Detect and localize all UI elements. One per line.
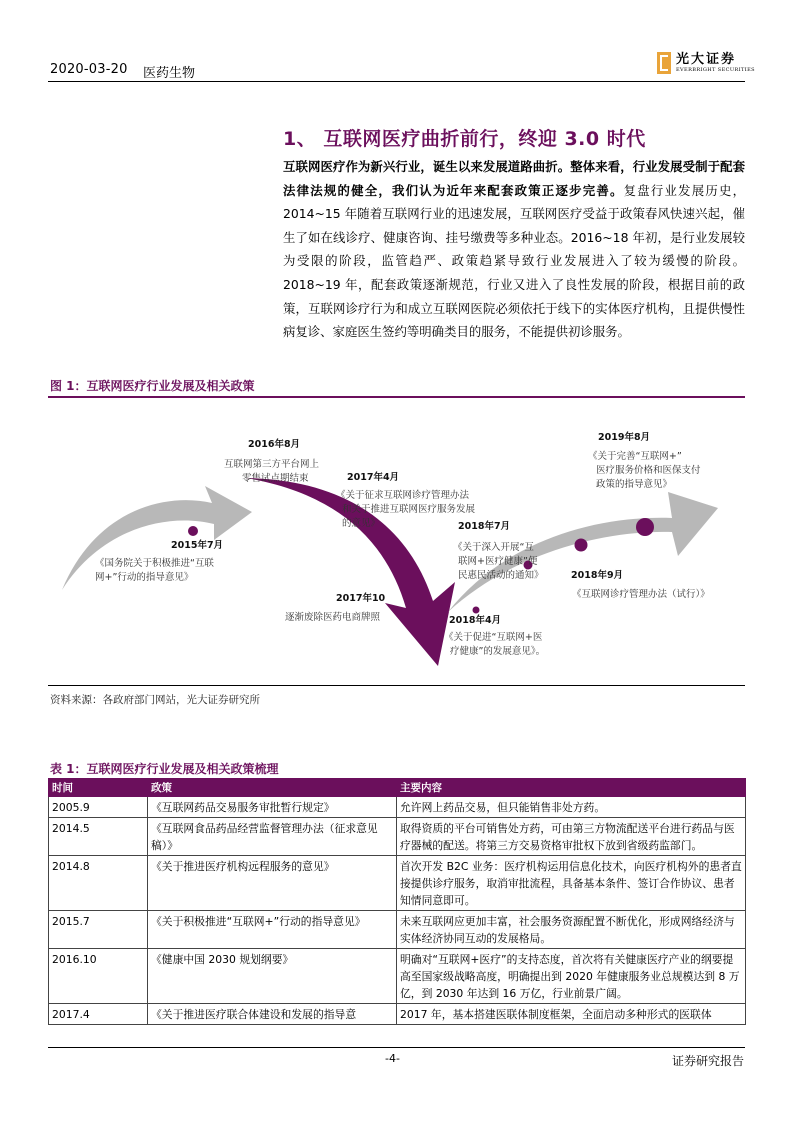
policy-table <box>48 778 746 1025</box>
table-cell-content: 首次开发 B2C 业务：医疗机构运用信息化技术，向医疗机构外的患者直接提供诊疗服务，取消审批流程，具备基本条件、签订合作协议、患者知情同意即可。 <box>397 856 746 911</box>
page-number: -4- <box>385 1052 400 1065</box>
table-cell-content: 取得资质的平台可销售处方药，可由第三方物流配送平台进行药品与医疗器械的配送。将第三方交易资格审批权下放到省级药监部门。 <box>397 818 746 856</box>
event-date-2017-10: 2017年10 <box>336 593 386 604</box>
figure-top-rule <box>48 396 745 398</box>
logo-name-en: EVERBRIGHT SECURITIES <box>676 66 756 73</box>
header-divider <box>48 81 745 82</box>
table-title: 表 1：互联网医疗行业发展及相关政策梳理 <box>50 762 279 776</box>
event-text-2017-4: 《关于征求互联网诊疗管理办法 和关于推进互联网医疗服务发展 的意见》 <box>336 490 476 529</box>
event-date-2018-9: 2018年9月 <box>571 570 624 581</box>
table-row <box>49 949 746 1004</box>
table-header-policy: 政策 <box>148 779 397 797</box>
table-cell-policy: 《关于推进医疗联合体建设和发展的指导意 <box>148 1004 397 1025</box>
event-text-2019-8: 《关于完善“互联网+” 医疗服务价格和医保支付 政策的指导意见》 <box>588 451 701 490</box>
footer-label: 证券研究报告 <box>672 1054 745 1068</box>
table-cell-time: 2017.4 <box>49 1004 148 1025</box>
event-date-2018-4: 2018年4月 <box>449 615 502 626</box>
timeline-diagram <box>0 400 793 685</box>
table-cell-policy: 《互联网食品药品经营监督管理办法（征求意见稿）》 <box>148 818 397 856</box>
table-cell-content: 未来互联网应更加丰富，社会服务资源配置不断优化，形成网络经济与实体经济协同互动的发展格局。 <box>397 911 746 949</box>
event-date-2017-4: 2017年4月 <box>347 472 400 483</box>
section-lead: 互联网医疗作为新兴行业，诞生以来发展道路曲折。整体来看，行业发展受制于配套法律法规的健全，我们认为近年来配套政策正逐步完善。 <box>283 159 745 198</box>
table-row <box>49 856 746 911</box>
timeline-dot-2017-10 <box>377 574 386 583</box>
table-cell-content: 明确对“互联网+医疗”的支持态度，首次将有关健康医疗产业的纲要提高至国家级战略高度，明确提出到 2020 年健康服务业总规模达到 8 万亿，到 2030 年达到 16 万亿，行业前景广阔。 <box>397 949 746 1004</box>
footer-divider <box>48 1047 745 1048</box>
report-sector: 医药生物 <box>143 66 196 81</box>
company-logo <box>657 52 755 74</box>
table-cell-time: 2014.5 <box>49 818 148 856</box>
section-text: 复盘行业发展历史，2014~15 年随着互联网行业的迅速发展，互联网医疗受益于政策春风快速兴起，催生了如在线诊疗、健康咨询、挂号缴费等多种业态。2016~18 年初，是行业发展较为受限的阶段，监管趋严、政策趋紧导致行业发展进入了较为缓慢的阶段。2018~19 年，配套政策逐渐规范，行业又进入了良性发展的阶段，根据目前的政策，互联网诊疗行为和成立互联网医院必须依托于线下的实体医疗机构，且提供慢性病复诊、家庭医生签约等明确类目的服务，不能提供初诊服务。 <box>283 182 746 340</box>
table-cell-policy: 《健康中国 2030 规划纲要》 <box>148 949 397 1004</box>
table-cell-time: 2016.10 <box>49 949 148 1004</box>
table-header-time: 时间 <box>49 779 148 797</box>
section-body <box>283 155 745 344</box>
timeline-dot-2019-8 <box>636 518 654 536</box>
report-date: 2020-03-20 <box>50 62 128 77</box>
logo-icon <box>657 52 671 74</box>
table-row <box>49 797 746 818</box>
table-header-content: 主要内容 <box>397 779 746 797</box>
timeline-dot-2018-9 <box>575 539 588 552</box>
event-text-2018-7: 《关于深入开展“互 联网+医疗健康”便 民惠民活动的通知》 <box>453 542 544 581</box>
table-cell-time: 2015.7 <box>49 911 148 949</box>
event-date-2016-8: 2016年8月 <box>248 439 301 450</box>
event-text-2018-4: 《关于促进“互联网+医 疗健康”的发展意见》。 <box>444 632 546 657</box>
event-text-2018-9: 《互联网诊疗管理办法（试行）》 <box>572 589 710 600</box>
event-text-2016-8: 互联网第三方平台网上 零售试点期结束 <box>224 459 320 484</box>
event-date-2018-7: 2018年7月 <box>458 521 511 532</box>
figure-source: 资料来源：各政府部门网站，光大证券研究所 <box>50 694 260 706</box>
table-row <box>49 818 746 856</box>
logo-name-cn: 光大证券 <box>676 51 737 67</box>
table-cell-content: 2017 年，基本搭建医联体制度框架，全面启动多种形式的医联体 <box>397 1004 746 1025</box>
event-date-2015-7: 2015年7月 <box>171 540 224 551</box>
table-cell-policy: 《互联网药品交易服务审批暂行规定》 <box>148 797 397 818</box>
figure-title: 图 1：互联网医疗行业发展及相关政策 <box>50 379 255 393</box>
timeline-dot-2015-7 <box>188 526 198 536</box>
table-row <box>49 1004 746 1025</box>
figure-bottom-rule <box>48 685 745 686</box>
table-cell-policy: 《关于积极推进“互联网+”行动的指导意见》 <box>148 911 397 949</box>
table-cell-time: 2005.9 <box>49 797 148 818</box>
table-row <box>49 911 746 949</box>
table-cell-content: 允许网上药品交易，但只能销售非处方药。 <box>397 797 746 818</box>
table-cell-time: 2014.8 <box>49 856 148 911</box>
event-text-2017-10: 逐渐废除医药电商牌照 <box>285 612 381 623</box>
table-cell-policy: 《关于推进医疗机构远程服务的意见》 <box>148 856 397 911</box>
table-header-row <box>49 779 746 797</box>
event-text-2015-7: 《国务院关于积极推进“互联 网+”行动的指导意见》 <box>95 558 214 583</box>
section-title: 1、 互联网医疗曲折前行，终迎 3.0 时代 <box>283 128 646 150</box>
event-date-2019-8: 2019年8月 <box>598 432 651 443</box>
